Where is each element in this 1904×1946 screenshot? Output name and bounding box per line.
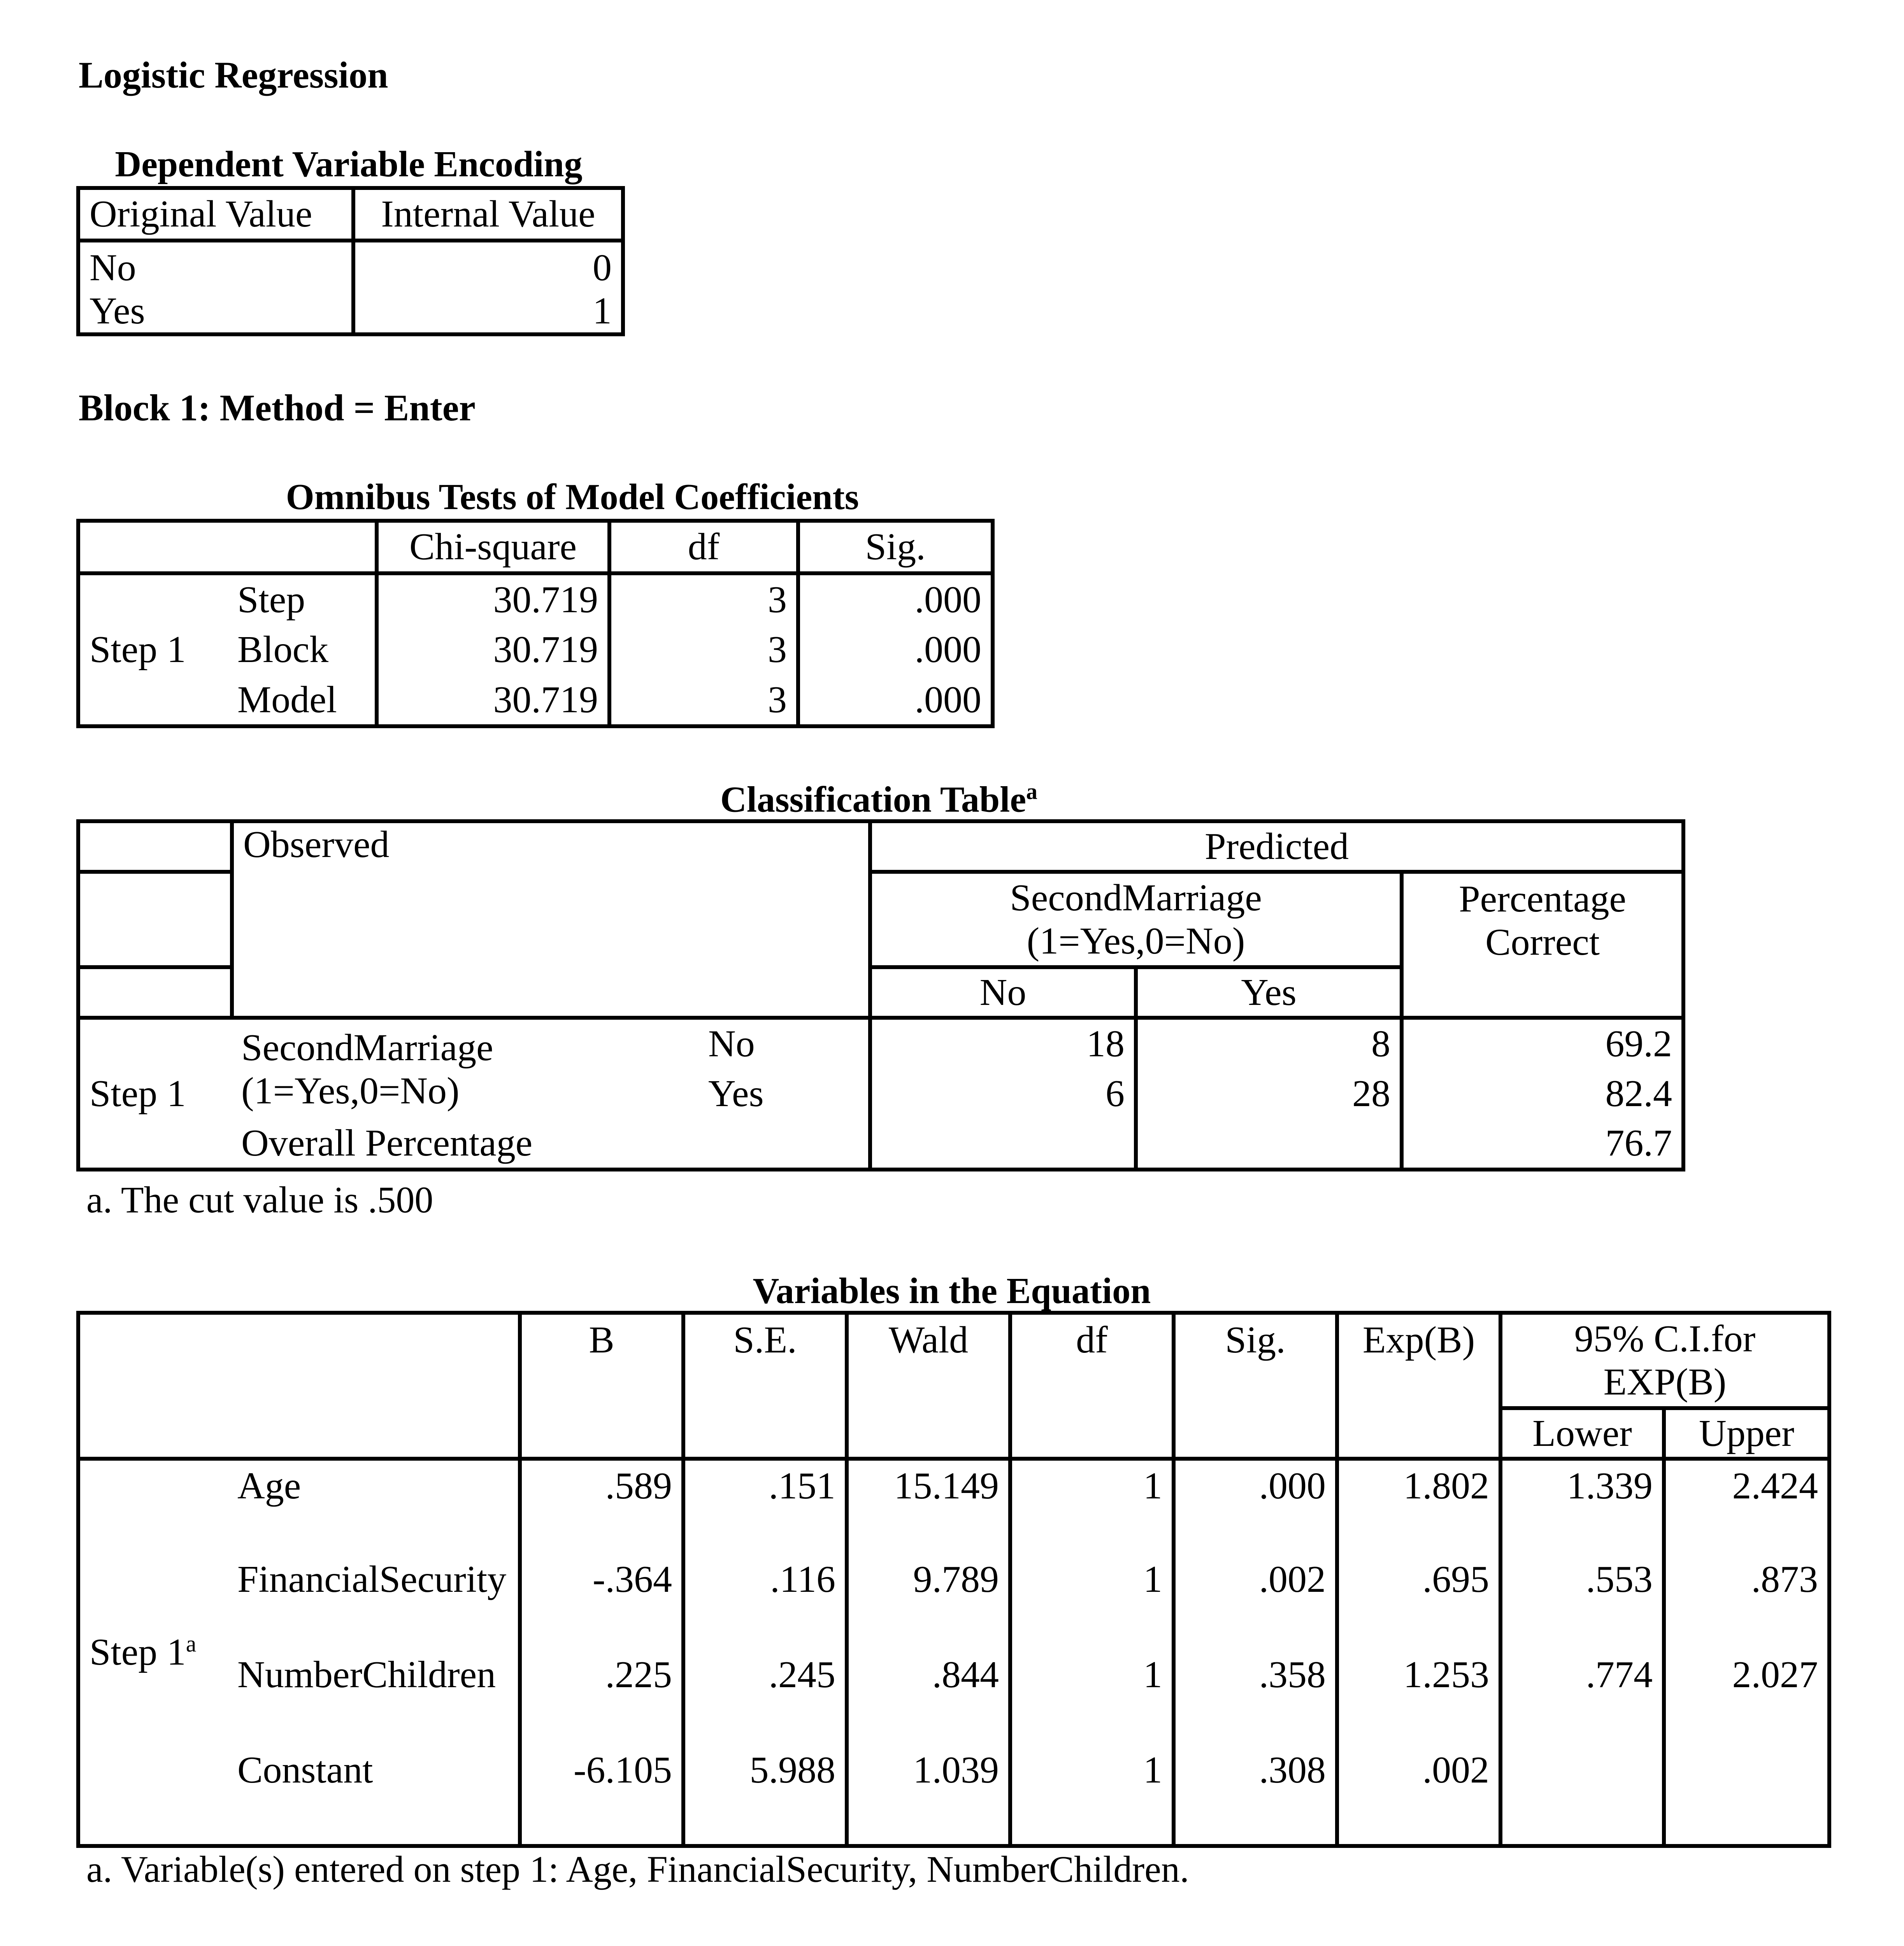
overall-percentage-value: 76.7 [1605,1122,1672,1164]
variable-name: Age [228,1459,520,1554]
header-df: df [1010,1313,1174,1459]
observed-category: No [699,1018,870,1068]
footnote-marker: a [186,1631,197,1657]
df-cell: 3 [609,675,798,726]
internal-value-cell: 0 [593,247,612,289]
block-heading: Block 1: Method = Enter [79,387,476,429]
upper-cell [1664,1745,1829,1846]
variable-name: NumberChildren [228,1649,520,1745]
count-cell: 28 [1136,1068,1402,1119]
se-cell: .151 [683,1459,847,1554]
df-cell: 1 [1010,1745,1174,1846]
overall-percentage-label: Overall Percentage [232,1119,870,1170]
chi-square-cell: 30.719 [377,573,609,624]
classification-table [76,819,1685,1171]
lower-cell: 1.339 [1500,1459,1664,1554]
sig-cell: .000 [914,629,981,671]
percentage-cell: 82.4 [1605,1072,1672,1115]
header-wald: Wald [847,1313,1010,1459]
df-cell: 1 [1010,1649,1174,1745]
b-cell: -.364 [520,1554,683,1649]
percentage-correct-header: Percentage Correct [1402,872,1683,1018]
sig-cell: .000 [914,678,981,721]
expb-cell: 1.253 [1337,1649,1500,1745]
upper-cell: 2.027 [1732,1654,1818,1696]
classification-footnote: a. The cut value is .500 [86,1179,433,1221]
b-cell: .225 [520,1649,683,1745]
header-b: B [520,1313,683,1459]
row-label: Model [228,675,377,726]
header-original-value: Original Value [78,188,353,241]
step-label: Step 1 [89,1072,186,1115]
upper-cell: .873 [1751,1558,1818,1600]
count-cell: 18 [870,1018,1136,1068]
encoding-table [76,186,625,336]
predicted-no-header: No [870,967,1136,1018]
row-label: Block [228,624,377,675]
df-cell: 1 [1010,1459,1174,1554]
wald-cell: 1.039 [847,1745,1010,1846]
upper-cell: 2.424 [1732,1465,1818,1507]
expb-cell: .002 [1337,1745,1500,1846]
header-chi-square: Chi-square [377,521,609,573]
variables-table-title: Variables in the Equation [753,1271,1151,1311]
header-lower: Lower [1500,1408,1664,1459]
se-cell: 5.988 [683,1745,847,1846]
variables-footnote: a. Variable(s) entered on step 1: Age, FinancialSecurity, NumberChildren. [86,1848,1189,1890]
observed-variable-label: SecondMarriage (1=Yes,0=No) [241,1026,493,1112]
variables-table [76,1311,1831,1848]
df-cell: 3 [609,624,798,675]
expb-cell: .695 [1337,1554,1500,1649]
variable-name: Constant [228,1745,520,1846]
sig-cell: .000 [914,578,981,621]
header-df: df [609,521,798,573]
encoding-table-title: Dependent Variable Encoding [115,144,583,184]
observed-category: Yes [699,1068,870,1119]
se-cell: .245 [683,1649,847,1745]
row-label: Step [228,573,377,624]
step-label: Step 1 [89,629,186,671]
header-confidence-interval: 95% C.I.for EXP(B) [1500,1313,1829,1408]
lower-cell: .774 [1500,1649,1664,1745]
percentage-cell: 69.2 [1605,1023,1672,1065]
original-value-cell: Yes [78,290,353,335]
header-internal-value: Internal Value [353,188,623,241]
b-cell: .589 [520,1459,683,1554]
observed-header: Observed [232,821,870,1018]
omnibus-table [76,519,995,728]
se-cell: .116 [683,1554,847,1649]
chi-square-cell: 30.719 [377,624,609,675]
header-upper: Upper [1664,1408,1829,1459]
sig-cell: .308 [1174,1745,1337,1846]
wald-cell: 15.149 [847,1459,1010,1554]
count-cell: 8 [1136,1018,1402,1068]
header-expb: Exp(B) [1337,1313,1500,1459]
internal-value-cell: 1 [593,290,612,332]
header-sig: Sig. [798,521,993,573]
predicted-yes-header: Yes [1136,967,1402,1018]
count-cell: 6 [870,1068,1136,1119]
predicted-variable-header: SecondMarriage (1=Yes,0=No) [870,872,1402,967]
sig-cell: .358 [1174,1649,1337,1745]
df-cell: 3 [609,573,798,624]
sig-cell: .002 [1174,1554,1337,1649]
df-cell: 1 [1010,1554,1174,1649]
step-label: Step 1$^a$ [89,1631,197,1674]
header-sig: Sig. [1174,1313,1337,1459]
variable-name: FinancialSecurity [228,1554,520,1649]
omnibus-table-title: Omnibus Tests of Model Coefficients [286,477,859,517]
expb-cell: 1.802 [1337,1459,1500,1554]
classification-table-title: Classification Table$^a$ [720,779,1038,820]
predicted-header: Predicted [870,821,1683,872]
original-value-cell: No [78,241,353,290]
chi-square-cell: 30.719 [377,675,609,726]
header-se: S.E. [683,1313,847,1459]
wald-cell: 9.789 [847,1554,1010,1649]
lower-cell: .553 [1500,1554,1664,1649]
footnote-marker: a [1026,779,1038,804]
sig-cell: .000 [1174,1459,1337,1554]
lower-cell [1500,1745,1664,1846]
page-title: Logistic Regression [79,54,388,96]
b-cell: -6.105 [520,1745,683,1846]
wald-cell: .844 [847,1649,1010,1745]
